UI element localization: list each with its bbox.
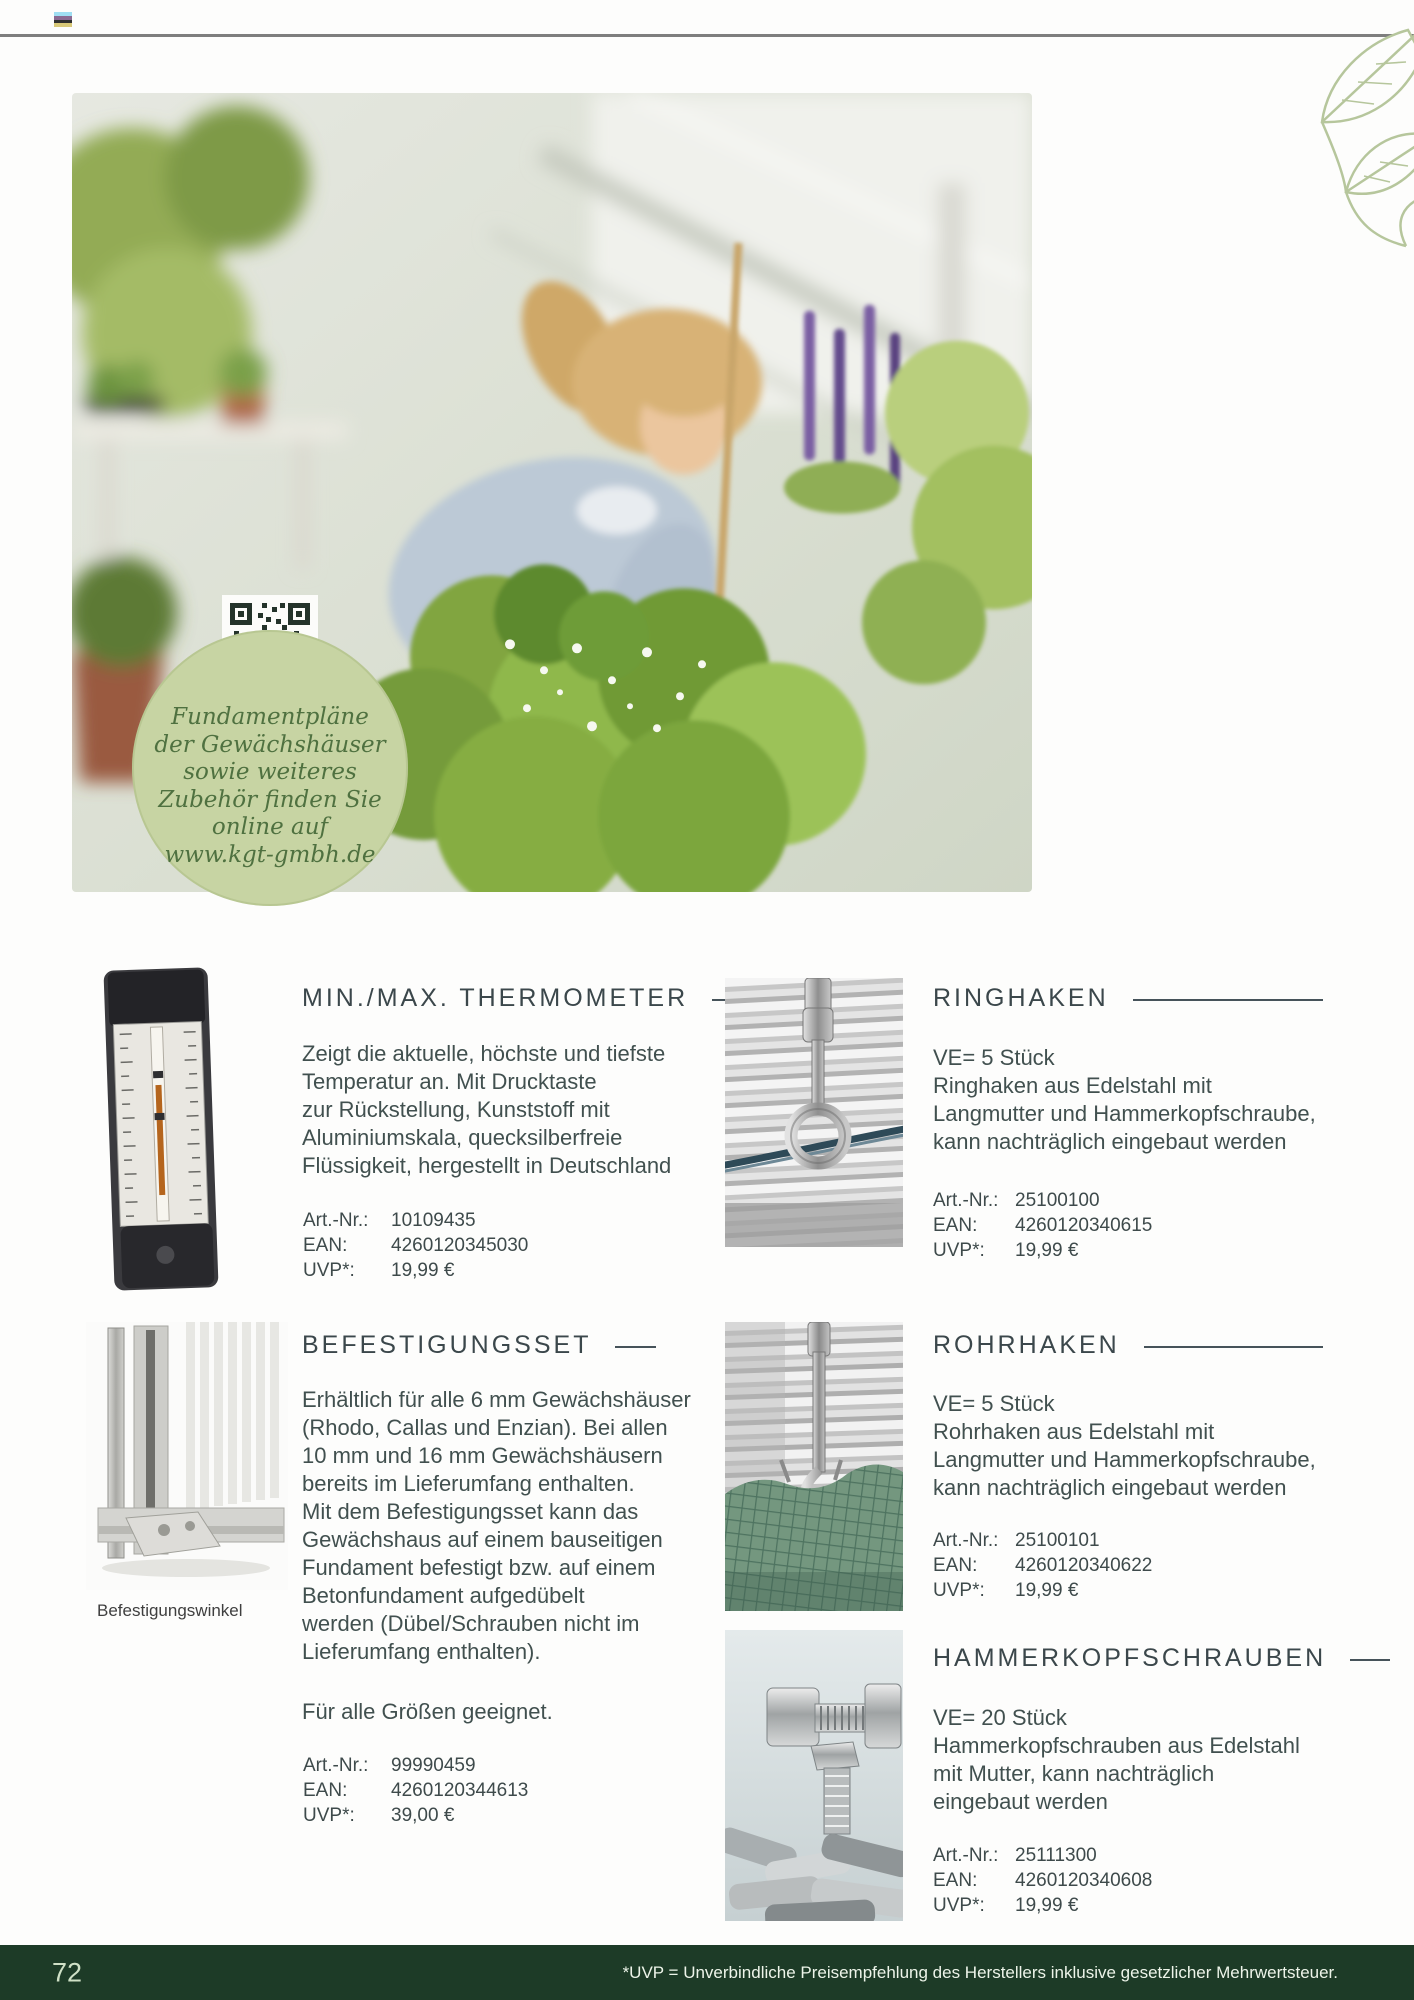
product-specs-rohrhaken <box>933 1528 1152 1603</box>
product-description-hammerkopfschrauben <box>933 1704 1300 1816</box>
spec-row: UVP*: 19,99 € <box>933 1580 1079 1601</box>
product-title-text: MIN./MAX. THERMOMETER <box>302 984 689 1012</box>
page-number: 72 <box>52 1957 83 1987</box>
ringhaken-product-image <box>725 978 903 1247</box>
befestigungsset-product-image <box>86 1322 288 1590</box>
product-description-thermometer: Zeigt die aktuelle, höchste und tiefste Temperatur an. Mit Drucktaste zur Rückstellung, Kunststoff mit Aluminiumskala, quecksilberfreie Flüssigkeit, hergestellt in Deutschland <box>302 1041 672 1178</box>
title-rule <box>1144 1346 1323 1348</box>
product-specs-ringhaken <box>933 1188 1152 1263</box>
spec-row: EAN: 4260120344613 <box>303 1780 529 1801</box>
title-rule <box>615 1346 656 1348</box>
product-title-text: BEFESTIGUNGSSET <box>302 1331 592 1359</box>
product-specs-hammerkopfschrauben <box>933 1843 1152 1918</box>
spec-row: EAN: 4260120345030 <box>303 1235 529 1256</box>
footer-bar <box>0 1945 1414 2000</box>
art-nr-value: 25100100 <box>1015 1190 1100 1211</box>
product-specs-befestigungsset <box>303 1753 528 1828</box>
title-rule <box>1133 999 1323 1001</box>
pack-size: VE= 5 Stück <box>933 1045 1055 1070</box>
leaf-decoration-icon <box>1256 26 1414 248</box>
ean-value: 4260120344613 <box>391 1780 529 1801</box>
spec-row: EAN: 4260120340622 <box>933 1555 1153 1576</box>
uvp-value: 19,99 € <box>1015 1895 1079 1916</box>
art-nr-value: 10109435 <box>391 1210 476 1231</box>
image-caption: Befestigungswinkel <box>97 1601 243 1620</box>
ean-value: 4260120345030 <box>391 1235 529 1256</box>
product-title-rohrhaken <box>933 1331 1323 1360</box>
spec-row: UVP*: 39,00 € <box>303 1805 455 1826</box>
top-divider <box>0 34 1414 37</box>
spec-row: Art.-Nr.: 25100101 <box>933 1530 1100 1551</box>
online-info-badge-text: Fundamentpläne der Gewächshäuser sowie weiteres Zubehör finden Sie online auf www.kgt-gmbh.de <box>154 704 386 868</box>
product-title-hammerkopfschrauben <box>933 1644 1327 1673</box>
hammerkopfschrauben-product-image <box>725 1630 903 1921</box>
spec-row: UVP*: 19,99 € <box>933 1240 1079 1261</box>
spec-row: Art.-Nr.: 25100100 <box>933 1190 1100 1211</box>
uvp-value: 19,99 € <box>391 1260 455 1281</box>
product-title-ringhaken <box>933 984 1323 1013</box>
art-nr-value: 99990459 <box>391 1755 476 1776</box>
product-specs-thermometer <box>303 1208 528 1283</box>
product-title-befestigungsset <box>302 1331 656 1360</box>
product-title-thermometer <box>302 984 689 1013</box>
description-lines: Hammerkopfschrauben aus Edelstahl mit Mutter, kann nachträglich eingebaut werden <box>933 1733 1300 1814</box>
ean-value: 4260120340622 <box>1015 1555 1153 1576</box>
rohrhaken-product-image <box>725 1322 903 1611</box>
uvp-value: 19,99 € <box>1015 1580 1079 1601</box>
online-info-badge <box>132 630 408 906</box>
product-note: Für alle Größen geeignet. <box>302 1699 553 1724</box>
product-description-ringhaken <box>933 1044 1316 1156</box>
spec-row: Art.-Nr.: 10109435 <box>303 1210 476 1231</box>
ean-value: 4260120340608 <box>1015 1870 1153 1891</box>
product-title-text: RINGHAKEN <box>933 984 1109 1012</box>
description-lines: Rohrhaken aus Edelstahl mit Langmutter und Hammerkopfschraube, kann nachträglich eingebaut werden <box>933 1419 1316 1500</box>
spec-row: EAN: 4260120340608 <box>933 1870 1153 1891</box>
product-title-text: HAMMERKOPFSCHRAUBEN <box>933 1644 1327 1672</box>
ean-value: 4260120340615 <box>1015 1215 1153 1236</box>
thermometer-product-image <box>95 963 225 1295</box>
art-nr-value: 25111300 <box>1015 1845 1097 1866</box>
product-description-rohrhaken <box>933 1390 1316 1502</box>
uvp-value: 19,99 € <box>1015 1240 1079 1261</box>
spec-row: UVP*: 19,99 € <box>303 1260 455 1281</box>
uvp-value: 39,00 € <box>391 1805 455 1826</box>
pack-size: VE= 5 Stück <box>933 1391 1055 1416</box>
spec-row: Art.-Nr.: 25111300 <box>933 1845 1097 1866</box>
spec-row: UVP*: 19,99 € <box>933 1895 1079 1916</box>
description-lines: Ringhaken aus Edelstahl mit Langmutter und Hammerkopfschraube, kann nachträglich eingebaut werden <box>933 1073 1316 1154</box>
print-registration-mark-icon <box>54 12 72 27</box>
product-title-text: ROHRHAKEN <box>933 1331 1120 1359</box>
title-rule <box>1350 1659 1390 1661</box>
art-nr-value: 25100101 <box>1015 1530 1100 1551</box>
uvp-disclaimer: *UVP = Unverbindliche Preisempfehlung des Herstellers inklusive gesetzlicher Mehrwertsteuer. <box>622 1962 1338 1982</box>
spec-row: EAN: 4260120340615 <box>933 1215 1153 1236</box>
spec-row: Art.-Nr.: 99990459 <box>303 1755 476 1776</box>
pack-size: VE= 20 Stück <box>933 1705 1067 1730</box>
product-description-befestigungsset: Erhältlich für alle 6 mm Gewächshäuser (Rhodo, Callas und Enzian). Bei allen 10 mm und 16 mm Gewächshäusern bereits im Lieferumfang enthalten. Mit dem Befestigungsset kann das Gewächshaus auf einem bauseitigen Fundament befestigt bzw. auf einem Betonfundament aufgedübelt werden (Dübel/Schrauben nicht im Lieferumfang enthalten). <box>302 1387 691 1664</box>
